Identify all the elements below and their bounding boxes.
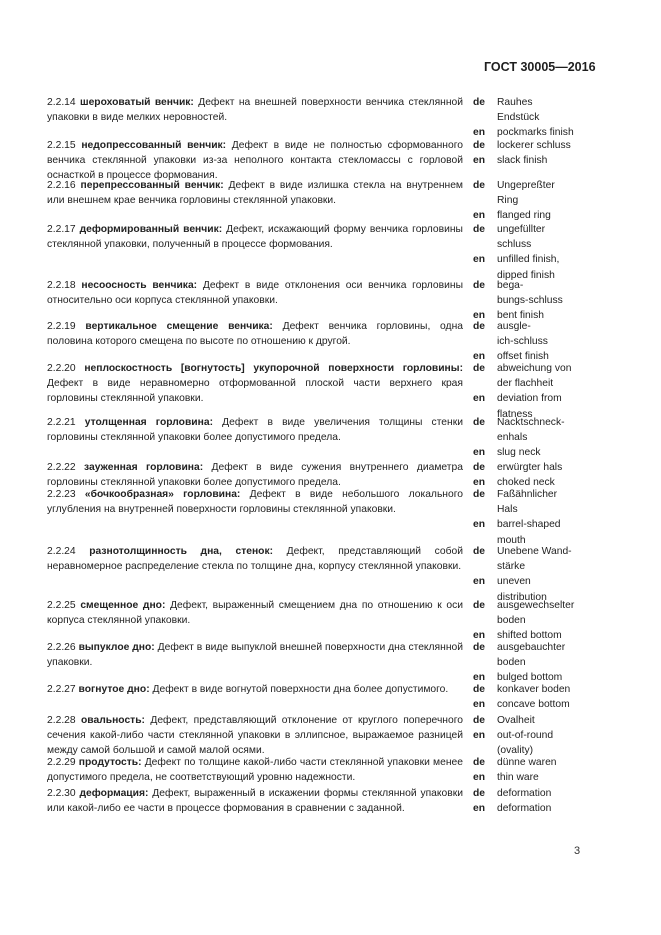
- equivalent-term: Faßähnlicher Hals: [497, 489, 558, 516]
- equivalent-term: dünne waren: [497, 757, 557, 768]
- term-number: 2.2.27: [47, 684, 76, 695]
- language-code: de: [473, 280, 486, 291]
- equivalent-term: bent finish: [497, 310, 544, 322]
- equivalent-term: out-of-round (ovality): [497, 730, 554, 757]
- equivalent-term: lockerer schluss: [497, 140, 571, 151]
- term-definition: [47, 487, 463, 517]
- foreign-equivalents: [473, 319, 661, 365]
- equivalent-de: [473, 786, 661, 801]
- language-code: en: [473, 155, 486, 167]
- equivalent-de: [473, 598, 661, 628]
- language-code: en: [473, 730, 486, 742]
- term-definition-text: Дефект в виде сужения внутреннего диаметра горловины стеклянной упаковки более допустимого предела.: [47, 462, 463, 489]
- term-definition-text: Дефект в виде неравномерно отформованной плоской части верхнего края горловины стеклянной упаковки.: [47, 378, 463, 405]
- language-code: en: [473, 393, 486, 405]
- term-number: 2.2.30: [47, 788, 76, 799]
- foreign-equivalents: [473, 138, 661, 168]
- equivalent-term: offset finish: [497, 351, 549, 363]
- equivalent-term: ungefüllter schluss: [497, 224, 546, 251]
- equivalent-term: bega- bungs-schluss: [497, 280, 563, 307]
- language-code: de: [473, 757, 486, 768]
- language-code: en: [473, 772, 486, 784]
- language-code: en: [473, 210, 486, 222]
- equivalent-de: [473, 95, 661, 125]
- equivalent-de: [473, 138, 661, 153]
- term-definition-text: Дефект на внешней поверхности венчика стеклянной упаковки в виде мелких неровностей.: [47, 97, 463, 124]
- language-code: de: [473, 684, 486, 695]
- term-definition-text: Дефект, выраженный в искажении формы стеклянной упаковки или какой-либо ее части в процессе формования в сравнении с заданной.: [47, 788, 463, 815]
- term-number: 2.2.19: [47, 321, 76, 332]
- equivalent-term: Nacktschneck- enhals: [497, 417, 565, 444]
- foreign-equivalents: [473, 95, 661, 141]
- equivalent-term: ausgle- ich-schluss: [497, 321, 548, 348]
- term-definition: [47, 640, 463, 670]
- language-code: en: [473, 519, 486, 531]
- term-number: 2.2.24: [47, 546, 76, 557]
- term-definition-text: Дефект, представляющий отклонение от круглого поперечного сечения какой-либо части стеклянной упаковки в эллипсное, выражаемое разницей между самой большой и самой малой осями.: [47, 715, 463, 757]
- equivalent-term: Rauhes Endstück: [497, 97, 540, 124]
- language-code: de: [473, 224, 486, 235]
- term-definition: [47, 713, 463, 759]
- equivalent-de: [473, 222, 661, 252]
- term-definition: [47, 222, 463, 252]
- equivalent-de: [473, 755, 661, 770]
- foreign-equivalents: [473, 460, 661, 490]
- foreign-equivalents: [473, 598, 661, 644]
- term-name: зауженная горловина:: [84, 462, 204, 473]
- term-name: продутость:: [78, 757, 142, 768]
- term-definition: [47, 682, 463, 697]
- foreign-equivalents: [473, 713, 661, 759]
- equivalent-term: bulged bottom: [497, 672, 563, 684]
- language-code: en: [473, 254, 486, 266]
- equivalent-en: [473, 697, 661, 712]
- foreign-equivalents: [473, 544, 661, 605]
- equivalent-de: [473, 361, 661, 391]
- term-number: 2.2.14: [47, 97, 76, 108]
- equivalent-term: konkaver boden: [497, 684, 571, 695]
- term-definition: [47, 138, 463, 184]
- term-number: 2.2.17: [47, 224, 76, 235]
- equivalent-term: thin ware: [497, 772, 539, 784]
- term-name: деформация:: [79, 788, 149, 799]
- language-code: de: [473, 180, 486, 191]
- term-definition-text: Дефект в виде вогнутой поверхности дна более допустимого.: [152, 684, 449, 695]
- term-number: 2.2.25: [47, 600, 76, 611]
- equivalent-term: uneven distribution: [497, 576, 547, 603]
- term-definition-text: Дефект, выраженный смещением дна по отношению к оси корпуса стеклянной упаковки.: [47, 600, 463, 627]
- equivalent-de: [473, 415, 661, 445]
- equivalent-term: Ovalheit: [497, 715, 535, 726]
- equivalent-term: barrel-shaped mouth: [497, 519, 561, 546]
- equivalent-term: erwürgter hals: [497, 462, 563, 473]
- term-definition: [47, 598, 463, 628]
- foreign-equivalents: [473, 278, 661, 324]
- equivalent-term: ausgewechselter boden: [497, 600, 575, 627]
- language-code: en: [473, 477, 486, 489]
- language-code: de: [473, 788, 486, 799]
- language-code: de: [473, 715, 486, 726]
- term-definition: [47, 415, 463, 445]
- term-definition-text: Дефект в виде увеличения толщины стенки горловины стеклянной упаковки более допустимого предела.: [47, 417, 463, 444]
- language-code: en: [473, 699, 486, 711]
- foreign-equivalents: [473, 755, 661, 785]
- language-code: de: [473, 363, 486, 374]
- equivalent-de: [473, 544, 661, 574]
- term-definition-text: Дефект, представляющий собой неравномерное распределение стекла по толщине дна, корпусу стеклянной упаковки.: [47, 546, 463, 573]
- language-code: en: [473, 447, 486, 459]
- term-definition-text: Дефект, искажающий форму венчика горловины стеклянной упаковки, полученный в процессе формования.: [47, 224, 463, 251]
- page-number: 3: [574, 845, 581, 857]
- equivalent-en: [473, 445, 661, 460]
- equivalent-en: [473, 801, 661, 816]
- term-number: 2.2.16: [47, 180, 76, 191]
- foreign-equivalents: [473, 415, 661, 461]
- term-name: шероховатый венчик:: [80, 97, 194, 108]
- term-definition-text: Дефект в виде отклонения оси венчика горловины относительно оси корпуса стеклянной упаковки.: [47, 280, 463, 307]
- term-number: 2.2.28: [47, 715, 76, 726]
- term-number: 2.2.22: [47, 462, 76, 473]
- language-code: de: [473, 642, 486, 653]
- language-code: en: [473, 310, 486, 322]
- term-number: 2.2.29: [47, 757, 76, 768]
- term-definition-text: Дефект в виде выпуклой внешней поверхности дна стеклянной упаковки.: [47, 642, 463, 669]
- equivalent-de: [473, 682, 661, 697]
- equivalent-term: slack finish: [497, 155, 548, 167]
- term-definition-text: Дефект в виде не полностью сформованного венчика стеклянной упаковки из-за неполного контакта стекломассы с горловой оснасткой в процессе формования.: [47, 140, 463, 182]
- term-name: вогнутое дно:: [78, 684, 150, 695]
- term-name: вертикальное смещение венчика:: [85, 321, 273, 332]
- language-code: en: [473, 127, 486, 139]
- term-name: смещенное дно:: [80, 600, 166, 611]
- term-definition: [47, 544, 463, 574]
- term-definition: [47, 786, 463, 816]
- term-number: 2.2.20: [47, 363, 76, 374]
- term-name: разнотолщинность дна, стенок:: [89, 546, 274, 557]
- foreign-equivalents: [473, 487, 661, 548]
- language-code: de: [473, 417, 486, 428]
- equivalent-en: [473, 153, 661, 168]
- term-definition-text: Дефект венчика горловины, одна половина которого смещена по высоте по отношению к другой.: [47, 321, 463, 348]
- equivalent-term: slug neck: [497, 447, 541, 459]
- term-definition-text: Дефект в виде небольшого локального углубления на внутренней поверхности горловины стеклянной упаковки.: [47, 489, 463, 516]
- term-name: «бочкообразная» горловина:: [84, 489, 241, 500]
- term-name: недопрессованный венчик:: [81, 140, 227, 151]
- term-name: неплоскостность [вогнутость] укупорочной поверхности горловины:: [84, 363, 463, 374]
- language-code: en: [473, 576, 486, 588]
- foreign-equivalents: [473, 178, 661, 224]
- language-code: de: [473, 489, 486, 500]
- equivalent-de: [473, 713, 661, 728]
- equivalent-term: ausgebauchter boden: [497, 642, 566, 669]
- equivalent-de: [473, 460, 661, 475]
- term-number: 2.2.23: [47, 489, 76, 500]
- term-name: перепрессованный венчик:: [80, 180, 224, 191]
- term-definition: [47, 95, 463, 125]
- language-code: en: [473, 672, 486, 684]
- equivalent-de: [473, 640, 661, 670]
- language-code: de: [473, 140, 486, 151]
- term-definition-text: Дефект в виде излишка стекла на внутреннем или внешнем крае венчика горловины стеклянной упаковки.: [47, 180, 463, 207]
- foreign-equivalents: [473, 786, 661, 816]
- equivalent-term: flanged ring: [497, 210, 551, 222]
- term-definition: [47, 460, 463, 490]
- term-definition: [47, 361, 463, 407]
- equivalent-term: pockmarks finish: [497, 127, 574, 139]
- term-name: утолщенная горловина:: [84, 417, 214, 428]
- equivalent-de: [473, 319, 661, 349]
- equivalent-term: choked neck: [497, 477, 555, 489]
- term-number: 2.2.18: [47, 280, 76, 291]
- term-number: 2.2.21: [47, 417, 76, 428]
- term-definition: [47, 278, 463, 308]
- equivalent-term: deformation: [497, 788, 552, 799]
- language-code: en: [473, 803, 486, 815]
- term-number: 2.2.26: [47, 642, 76, 653]
- equivalent-de: [473, 487, 661, 517]
- term-definition: [47, 319, 463, 349]
- language-code: de: [473, 321, 486, 332]
- language-code: de: [473, 600, 486, 611]
- term-number: 2.2.15: [47, 140, 76, 151]
- term-name: овальность:: [81, 715, 145, 726]
- document-code-header: ГОСТ 30005—2016: [484, 60, 596, 74]
- language-code: de: [473, 97, 486, 108]
- language-code: de: [473, 546, 486, 557]
- foreign-equivalents: [473, 361, 661, 422]
- term-definition: [47, 755, 463, 785]
- equivalent-term: Unebene Wand- stärke: [497, 546, 572, 573]
- foreign-equivalents: [473, 682, 661, 712]
- equivalent-term: deviation from flatness: [497, 393, 562, 420]
- equivalent-term: abweichung von der flachheit: [497, 363, 572, 390]
- language-code: en: [473, 351, 486, 363]
- term-name: деформированный венчик:: [79, 224, 223, 235]
- equivalent-term: unfilled finish, dipped finish: [497, 254, 560, 281]
- equivalent-term: Ungepreßter Ring: [497, 180, 555, 207]
- foreign-equivalents: [473, 222, 661, 283]
- foreign-equivalents: [473, 640, 661, 686]
- equivalent-term: deformation: [497, 803, 552, 815]
- equivalent-de: [473, 278, 661, 308]
- language-code: en: [473, 630, 486, 642]
- equivalent-term: concave bottom: [497, 699, 570, 711]
- equivalent-de: [473, 178, 661, 208]
- language-code: de: [473, 462, 486, 473]
- term-definition-text: Дефект по толщине какой-либо части стеклянной упаковки менее допустимого предела, не соответствующий уровню надежности.: [47, 757, 463, 784]
- term-definition: [47, 178, 463, 208]
- term-name: несоосность венчика:: [81, 280, 198, 291]
- term-name: выпуклое дно:: [78, 642, 155, 653]
- equivalent-en: [473, 770, 661, 785]
- equivalent-term: shifted bottom: [497, 630, 562, 642]
